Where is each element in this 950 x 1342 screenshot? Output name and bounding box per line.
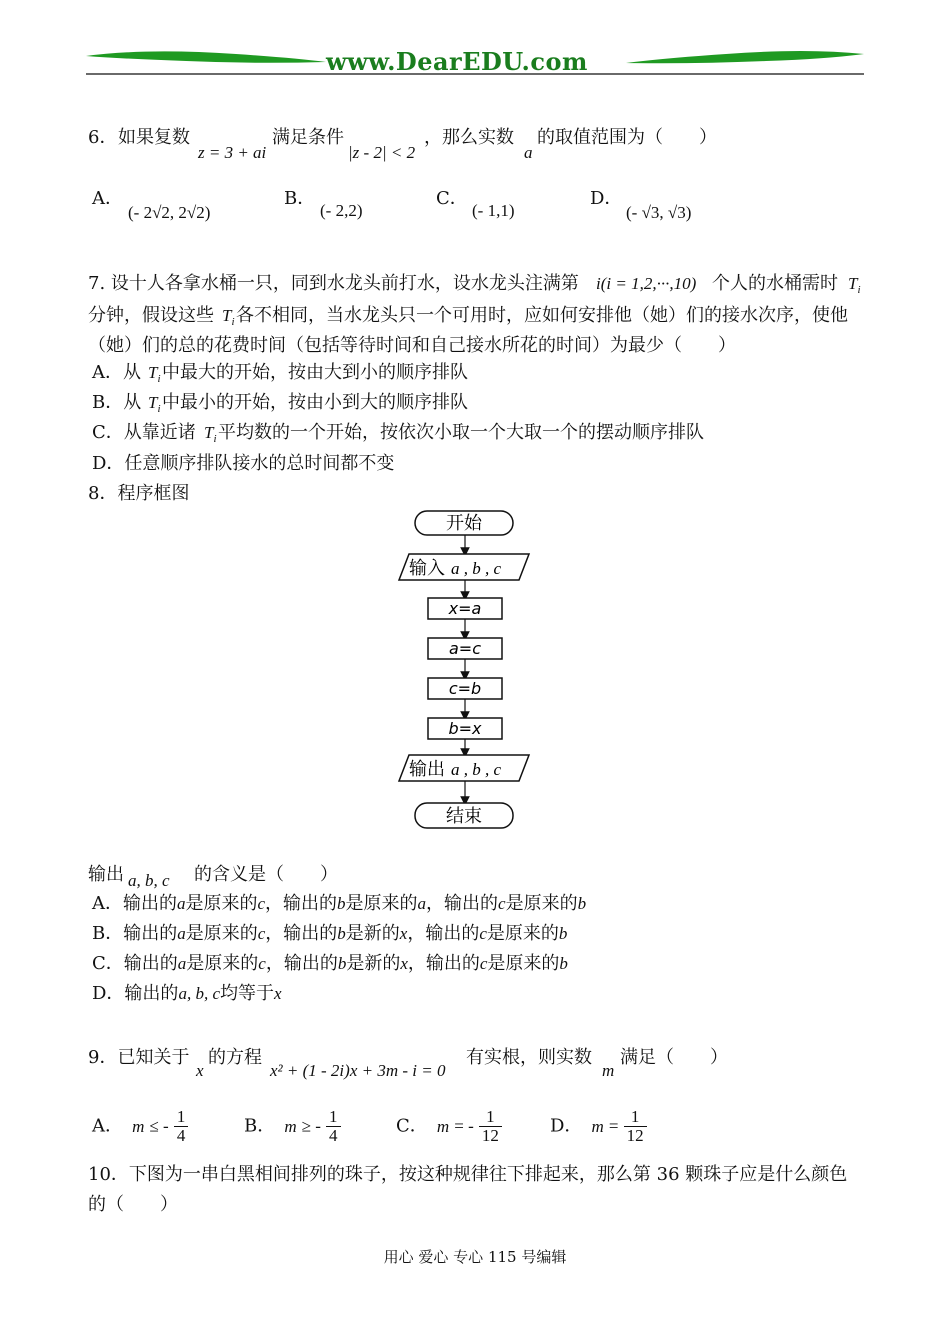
flow-input-label: 输入 a , b , c xyxy=(409,558,502,579)
flow-end-label: 结束 xyxy=(446,806,482,827)
flow-step-4-label: b=x xyxy=(448,719,482,738)
q9-text-1: 9．已知关于 xyxy=(88,1047,190,1068)
flow-step-1-label: x=a xyxy=(448,599,482,618)
q7-index-range: i(i = 1,2,···,10) xyxy=(596,274,697,293)
page-header xyxy=(86,44,864,80)
q6-option-b-label: B． xyxy=(284,188,316,209)
q8-title: 8．程序框图 xyxy=(88,483,190,504)
q8-question-2: 的含义是（ ） xyxy=(194,864,338,885)
q7-Ti: $T_i$ xyxy=(848,274,861,296)
q6-text-4: 的取值范围为（ ） xyxy=(537,127,717,148)
q7-line-2a: 分钟，假设这些 xyxy=(88,305,214,326)
q6-text-3: ，那么实数 xyxy=(424,127,514,148)
q9-text-3: 有实根，则实数 xyxy=(466,1047,592,1068)
q8-question-1: 输出 xyxy=(88,864,124,885)
q6-number: 6． xyxy=(88,127,118,148)
q7-line-1-end: 个人的水桶需时 xyxy=(712,273,838,294)
q8-question-vars: a, b, c xyxy=(128,871,170,890)
q7-option-c-Ti: $T_i$ xyxy=(204,423,217,445)
q7-option-b-2: 中最小的开始，按由小到大的顺序排队 xyxy=(162,392,468,413)
q6-option-d-value: (- √3, √3) xyxy=(626,203,692,222)
q6-text-1: 如果复数 xyxy=(118,127,190,148)
q7-option-c-2: 平均数的一个开始，按依次小取一个大取一个的摆动顺序排队 xyxy=(218,422,704,443)
q6-option-a-label: A． xyxy=(92,188,123,209)
q7-line-2b: 各不相同，当水龙头只一个可用时，应如何安排他（她）们的接水次序，使他 xyxy=(236,305,848,326)
q6-option-b-value: (- 2,2) xyxy=(320,201,363,220)
q9-option-b: B． m ≥ - $\frac{1}{4}$ xyxy=(244,1108,341,1145)
q8-option-d: D．输出的a, b, c均等于x xyxy=(92,983,282,1004)
flow-start-label: 开始 xyxy=(446,513,482,534)
q9-var-x: x xyxy=(196,1061,204,1080)
q7-option-b-Ti: $T_i$ xyxy=(148,393,161,415)
header-swoosh-right xyxy=(626,51,864,63)
header-swoosh-left xyxy=(86,51,326,62)
q7-option-a-Ti: $T_i$ xyxy=(148,363,161,385)
q6-condition: |z - 2| < 2 xyxy=(348,143,416,162)
q7-Ti-2: $T_i$ xyxy=(222,306,235,328)
q6-var-a: a xyxy=(524,143,533,162)
q8-option-c: C．输出的a是原来的c，输出的b是新的x，输出的c是原来的b xyxy=(92,953,568,974)
q9-text-2: 的方程 xyxy=(208,1047,262,1068)
q6-text-2: 满足条件 xyxy=(272,127,344,148)
q9-option-a: A． m ≤ - $\frac{1}{4}$ xyxy=(92,1108,188,1145)
q9-option-d: D． m = $\frac{1}{12}$ xyxy=(550,1108,647,1145)
q10-line-1: 10．下图为一串白黑相间排列的珠子，按这种规律往下排起来，那么第 36 颗珠子应是什么颜色 xyxy=(88,1164,848,1185)
flow-output-label: 输出 a , b , c xyxy=(409,759,502,780)
q6-option-d-label: D． xyxy=(590,188,623,209)
q6-z-expression: z = 3 + ai xyxy=(198,143,267,162)
q9-text-4: 满足（ ） xyxy=(620,1047,728,1068)
q7-option-a-2: 中最大的开始，按由大到小的顺序排队 xyxy=(162,362,468,383)
q10-line-2: 的（ ） xyxy=(88,1194,178,1215)
page-footer: 用心 爱心 专心 115 号编辑 xyxy=(383,1248,567,1266)
q7-option-a-1: A．从 xyxy=(92,362,141,383)
flow-step-3-label: c=b xyxy=(448,679,482,698)
q7-option-b-1: B．从 xyxy=(92,392,142,413)
q8-option-b: B．输出的a是原来的c，输出的b是新的x，输出的c是原来的b xyxy=(92,923,568,944)
site-name: www.DearEDU.com xyxy=(326,47,588,76)
q9-var-m: m xyxy=(602,1061,615,1080)
q7-option-d: D．任意顺序排队接水的总时间都不变 xyxy=(92,453,395,474)
q7-line-3: （她）们的总的花费时间（包括等待时间和自己接水所花的时间）为最少（ ） xyxy=(88,335,736,356)
q9-option-c: C． m = - $\frac{1}{12}$ xyxy=(396,1108,502,1145)
q7-option-c-1: C．从靠近诸 xyxy=(92,422,196,443)
flow-step-2-label: a=c xyxy=(448,639,482,658)
flowchart xyxy=(385,505,545,835)
q6-option-c-value: (- 1,1) xyxy=(472,201,515,220)
q6-option-a-value: (- 2√2, 2√2) xyxy=(128,203,211,222)
q9-equation: x² + (1 - 2i)x + 3m - i = 0 xyxy=(270,1061,446,1080)
q6-option-c-label: C． xyxy=(436,188,468,209)
q7-line-1: 7. 设十人各拿水桶一只，同到水龙头前打水，设水龙头注满第 xyxy=(88,273,579,294)
q8-option-a: A．输出的a是原来的c，输出的b是原来的a，输出的c是原来的b xyxy=(92,893,587,914)
